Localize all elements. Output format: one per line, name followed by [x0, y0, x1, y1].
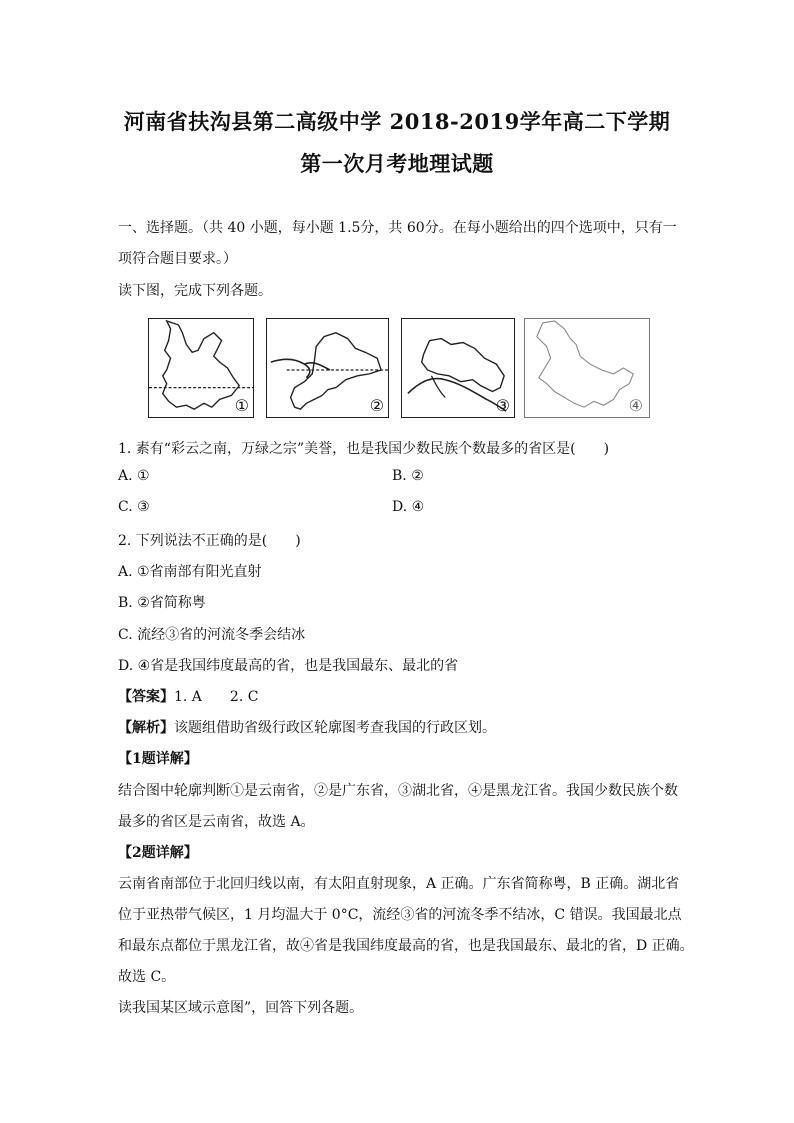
map-yunnan — [148, 318, 254, 418]
analysis-text: 该题组借助省级行政区轮廓图考查我国的行政区划。 — [174, 720, 496, 736]
detail1-line1: 结合图中轮廓判断①是云南省，②是广东省，③湖北省，④是黑龙江省。我国少数民族个数 — [118, 783, 678, 799]
q2-option-d: D. ④省是我国纬度最高的省，也是我国最东、最北的省 — [118, 658, 459, 674]
q1-option-c: C. ③ — [118, 499, 150, 515]
detail2-line4: 故选 C。 — [118, 969, 176, 985]
q1-option-b: B. ② — [392, 468, 424, 484]
doc-title-line1: 河南省扶沟县第二高级中学 2018-2019学年高二下学期 — [123, 109, 671, 134]
answer-text: 1. A 2. C — [174, 689, 259, 705]
map-label-2: ② — [369, 396, 384, 415]
map-label-1: ① — [234, 396, 249, 415]
answer-label: 【答案】 — [118, 689, 174, 705]
detail2-heading: 【2题详解】 — [118, 845, 198, 861]
detail2-line3: 和最东点都位于黑龙江省，故④省是我国纬度最高的省，也是我国最东、最北的省，D 正确。 — [118, 938, 694, 954]
analysis-line — [118, 717, 496, 737]
section-header-line2: 项符合题目要求。） — [118, 251, 237, 267]
detail1-line2: 最多的省区是云南省，故选 A。 — [118, 814, 315, 830]
answer-line — [118, 686, 258, 706]
instruction-read-figure: 读下图，完成下列各题。 — [118, 283, 272, 299]
detail2-line1: 云南省南部位于北回归线以南，有太阳直射现象，A 正确。广东省简称粤，B 正确。湖北省 — [118, 876, 680, 892]
map-guangdong — [266, 318, 389, 418]
map-label-4: ④ — [628, 396, 643, 415]
instruction-next-figure: 读我国某区域示意图”，回答下列各题。 — [118, 1000, 364, 1016]
map-label-3: ③ — [495, 396, 510, 415]
detail1-heading: 【1题详解】 — [118, 751, 198, 767]
map-heilongjiang — [524, 318, 650, 418]
map-hubei — [401, 318, 515, 418]
section-header-line1: 一、选择题。（共 40 小题，每小题 1.5分，共 60分。在每小题给出的四个选项中，只有一 — [118, 220, 677, 236]
q1-stem: 1. 素有“彩云之南，万绿之宗”美誉，也是我国少数民族个数最多的省区是( ) — [118, 441, 610, 457]
q1-option-a: A. ① — [118, 468, 150, 484]
doc-title-line2: 第一次月考地理试题 — [300, 151, 494, 176]
q2-stem: 2. 下列说法不正确的是( ) — [118, 533, 301, 549]
analysis-label: 【解析】 — [118, 720, 174, 736]
q2-option-a: A. ①省南部有阳光直射 — [118, 564, 262, 580]
q2-option-c: C. 流经③省的河流冬季会结冰 — [118, 627, 306, 643]
detail2-line2: 位于亚热带气候区，1 月均温大于 0°C，流经③省的河流冬季不结冰，C 错误。我国最北点 — [118, 907, 682, 923]
q2-option-b: B. ②省简称粤 — [118, 595, 206, 611]
q1-option-d: D. ④ — [392, 499, 425, 515]
